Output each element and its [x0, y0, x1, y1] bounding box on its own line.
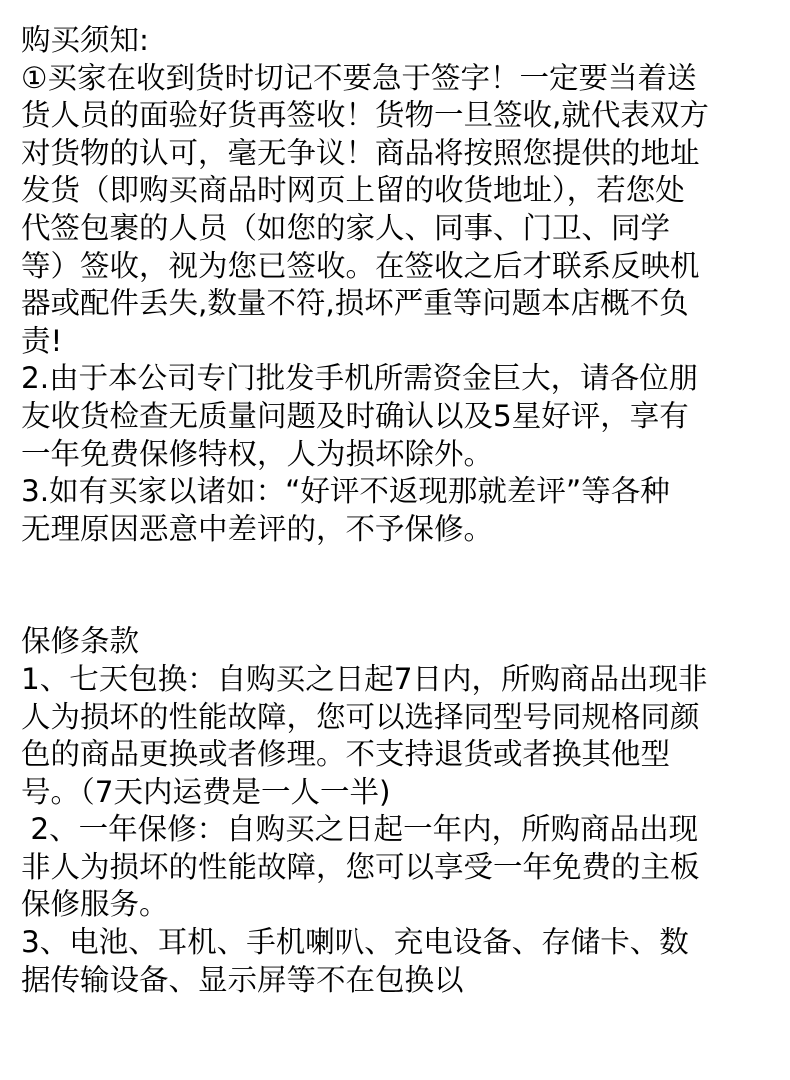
- purchase-notice-line: 一年免费保修特权，人为损坏除外。: [21, 436, 494, 471]
- warranty-line: 2、一年保修：自购买之日起一年内，所购商品出现: [21, 812, 699, 847]
- warranty-line: 1、七天包换：自购买之日起7日内，所购商品出现非: [21, 661, 708, 696]
- warranty-title: 保修条款: [21, 624, 140, 659]
- purchase-notice-line: 代签包裹的人员（如您的家人、同事、门卫、同学: [21, 210, 671, 245]
- purchase-notice-line: 等）签收，视为您已签收。在签收之后才联系反映机: [21, 248, 700, 283]
- purchase-notice-section: [21, 22, 773, 548]
- warranty-line: 保修服务。: [21, 887, 169, 922]
- purchase-notice-title: 购买须知:: [21, 23, 149, 57]
- warranty-section: [21, 623, 773, 999]
- section-spacer: [21, 548, 773, 623]
- warranty-line: 色的商品更换或者修理。不支持退货或者换其他型: [21, 737, 671, 772]
- warranty-line: 3、电池、耳机、手机喇叭、充电设备、存储卡、数: [21, 925, 689, 960]
- warranty-line: 非人为损坏的性能故障，您可以享受一年免费的主板: [21, 849, 700, 884]
- warranty-line: 号。（7天内运费是一人一半): [21, 774, 391, 809]
- warranty-line: 据传输设备、显示屏等不在包换以: [21, 962, 464, 997]
- purchase-notice-line: 友收货检查无质量问题及时确认以及5星好评，享有: [21, 398, 689, 433]
- purchase-notice-line: 对货物的认可，毫无争议！商品将按照您提供的地址: [21, 135, 700, 170]
- purchase-notice-line: 责!: [21, 323, 63, 358]
- purchase-notice-line: 3.如有买家以诸如：“好评不返现那就差评”等各种: [21, 474, 670, 509]
- purchase-notice-line: 货人员的面验好货再签收！货物一旦签收,就代表双方: [21, 98, 709, 133]
- purchase-notice-line: 器或配件丢失,数量不符,损坏严重等问题本店概不负: [21, 286, 689, 321]
- purchase-notice-line: ①买家在收到货时切记不要急于签字！一定要当着送: [21, 60, 697, 95]
- warranty-line: 人为损坏的性能故障，您可以选择同型号同规格同颜: [21, 699, 700, 734]
- purchase-notice-line: 2.由于本公司专门批发手机所需资金巨大，请各位朋: [21, 361, 699, 396]
- purchase-notice-line: 发货（即购买商品时网页上留的收货地址），若您处: [21, 173, 685, 208]
- purchase-notice-line: 无理原因恶意中差评的，不予保修。: [21, 511, 494, 546]
- document-body: [21, 22, 773, 999]
